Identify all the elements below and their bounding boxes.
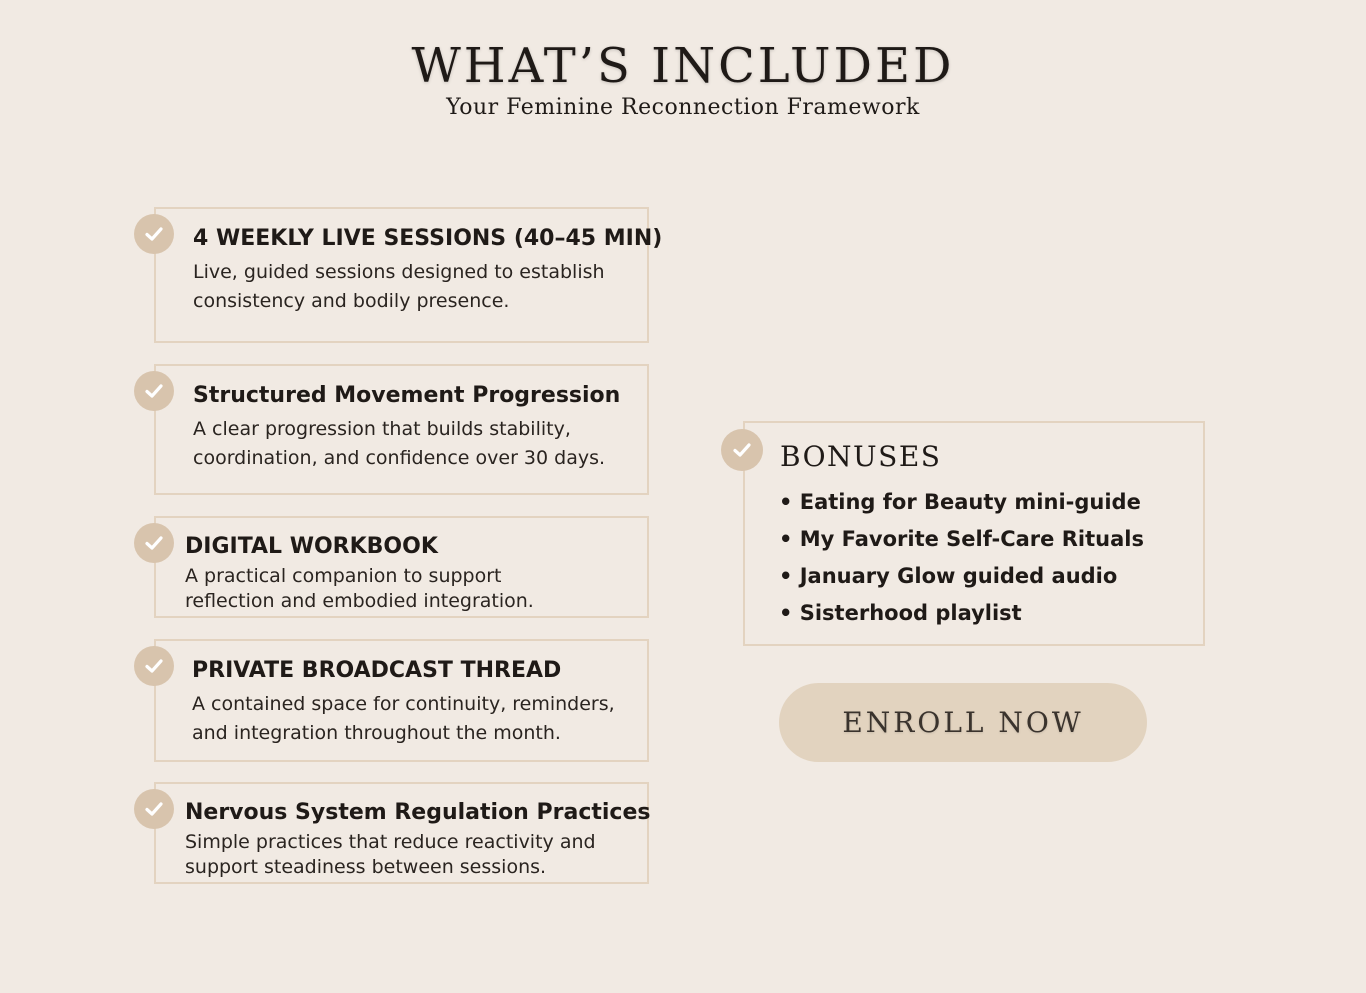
- check-circle-icon: [721, 429, 763, 471]
- check-circle-icon: [134, 646, 174, 686]
- feature-title: 4 WEEKLY LIVE SESSIONS (40–45 MIN): [193, 226, 663, 251]
- feature-description: A clear progression that builds stability, coordination, and confidence over 30 days.: [193, 418, 606, 469]
- feature-description: A contained space for continuity, reminders, and integration throughout the month.: [192, 693, 615, 744]
- feature-description: A practical companion to support reflection and embodied integration.: [185, 565, 534, 612]
- enroll-now-button[interactable]: ENROLL NOW: [779, 683, 1147, 762]
- feature-title: PRIVATE BROADCAST THREAD: [192, 658, 562, 683]
- check-circle-icon: [134, 214, 174, 254]
- feature-title: Nervous System Regulation Practices: [185, 800, 651, 825]
- feature-title: Structured Movement Progression: [193, 383, 621, 408]
- check-circle-icon: [134, 523, 174, 563]
- feature-description: Live, guided sessions designed to establish consistency and bodily presence.: [193, 261, 605, 312]
- page-title: WHAT’S INCLUDED: [411, 38, 955, 94]
- feature-title: DIGITAL WORKBOOK: [185, 534, 438, 559]
- check-circle-icon: [134, 789, 174, 829]
- page-subtitle: Your Feminine Reconnection Framework: [446, 94, 920, 120]
- bonuses-list: [779, 484, 1144, 632]
- list-item: • Sisterhood playlist: [779, 601, 1022, 625]
- feature-description: Simple practices that reduce reactivity and support steadiness between sessions.: [185, 831, 596, 878]
- bonuses-heading: BONUSES: [780, 440, 942, 473]
- list-item: • January Glow guided audio: [779, 564, 1118, 588]
- check-circle-icon: [134, 371, 174, 411]
- list-item: • Eating for Beauty mini-guide: [779, 490, 1141, 514]
- header: [0, 40, 1366, 120]
- list-item: • My Favorite Self-Care Rituals: [779, 527, 1144, 551]
